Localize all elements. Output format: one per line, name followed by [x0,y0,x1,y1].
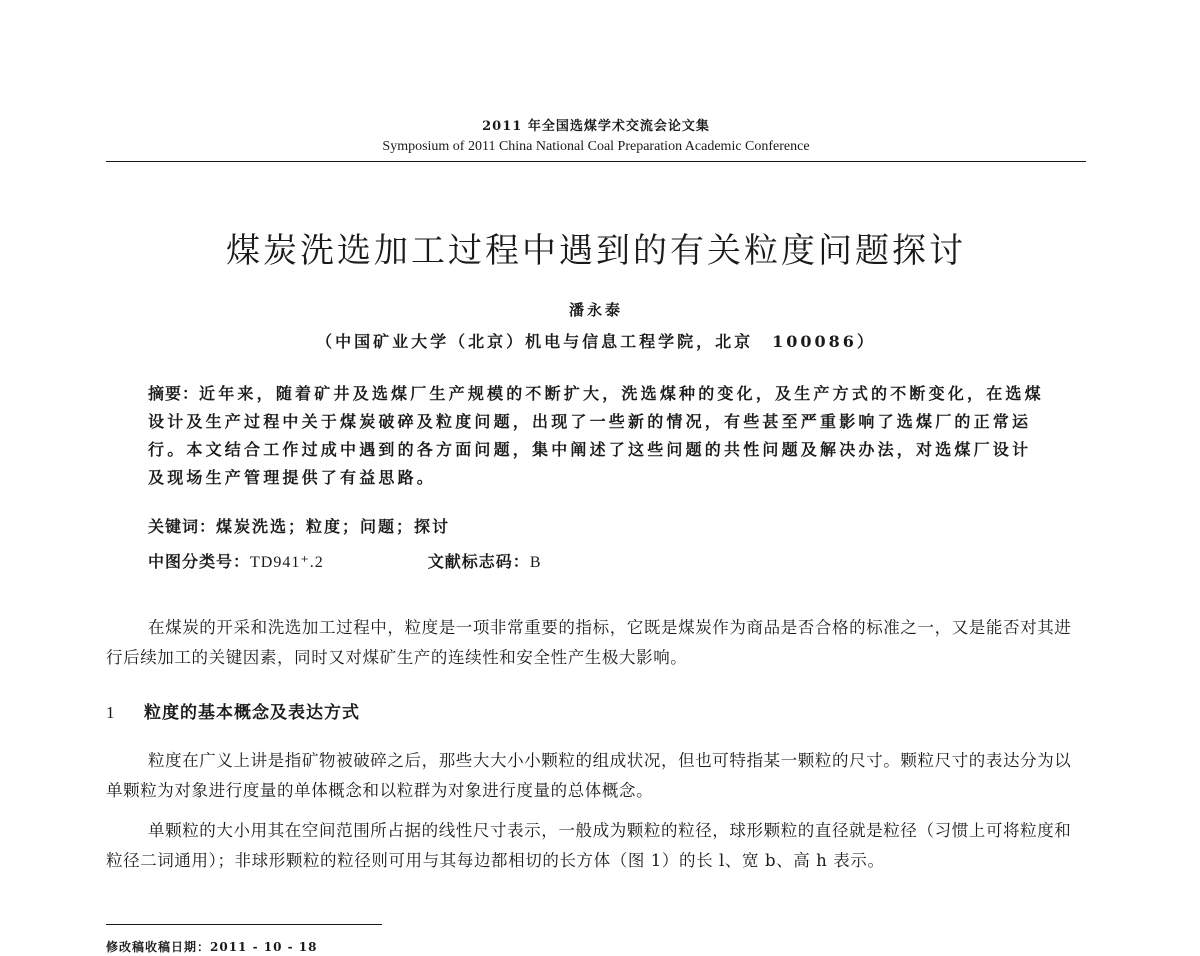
paper-affiliation: （中国矿业大学（北京）机电与信息工程学院，北京 100086） [316,332,876,351]
abstract [148,380,1048,492]
paper-author: 潘永泰 [568,301,623,319]
keywords [148,514,1048,540]
paper-title: 煤炭洗选加工过程中遇到的有关粒度问题探讨 [226,231,966,271]
body-paragraph-definition [106,746,1086,806]
doc-code: B [529,554,542,571]
doc-code-label: 文献标志码： [427,552,530,571]
body-paragraph-definition-text: 粒度在广义上讲是指矿物被破碎之后，那些大大小小颗粒的组成状况，但也可特指某一颗粒的尺寸。颗粒尺寸的表达分为以单颗粒为对象进行度量的单体概念和以粒群为对象进行度量的总体概念。 [106,751,1072,800]
body-paragraph-intro-text: 在煤炭的开采和洗选加工过程中，粒度是一项非常重要的指标，它既是煤炭作为商品是否合格的标准之一，又是能否对其进行后续加工的关键因素，同时又对煤矿生产的连续性和安全性产生极大影响。 [106,618,1072,667]
section-heading [106,699,360,727]
section-number: 1 [106,703,116,722]
body-paragraph-single-particle [106,816,1086,876]
running-header-english: Symposium of 2011 China National Coal Preparation Academic Conference [382,139,810,154]
body-paragraph-single-particle-text: 单颗粒的大小用其在空间范围所占据的线性尺寸表示，一般成为颗粒的粒径，球形颗粒的直径就是粒径（习惯上可将粒度和粒径二词通用）；非球形颗粒的粒径则可用与其每边都相切的长方体（图 1）的长 l、宽 b、高 h 表示。 [106,821,1072,870]
running-header [106,117,1086,156]
classification-line [148,549,1048,576]
clc-code: TD941⁺.2 [250,554,324,571]
footnote: 修改稿收稿日期：2011 - 10 - 18 [106,940,318,954]
header-divider [106,161,1086,162]
clc-label: 中图分类号： [148,552,251,571]
footnote-divider [106,924,382,925]
keywords-label: 关键词： [148,517,217,536]
body-paragraph-intro [106,613,1086,673]
abstract-label: 摘要： [148,384,200,403]
keywords-text: 煤炭洗选；粒度；问题；探讨 [216,517,451,536]
running-header-chinese: 2011 年全国选煤学术交流会论文集 [482,119,710,134]
abstract-text: 近年来，随着矿井及选煤厂生产规模的不断扩大，洗选煤种的变化，及生产方式的不断变化，在选煤设计及生产过程中关于煤炭破碎及粒度问题，出现了一些新的情况，有些甚至严重影响了选煤厂的正常运行。本文结合工作过成中遇到的各方面问题，集中阐述了这些问题的共性问题及解决办法，对选煤厂设计及现场生产管理提供了有益思路。 [148,384,1044,487]
section-title: 粒度的基本概念及表达方式 [144,703,360,723]
